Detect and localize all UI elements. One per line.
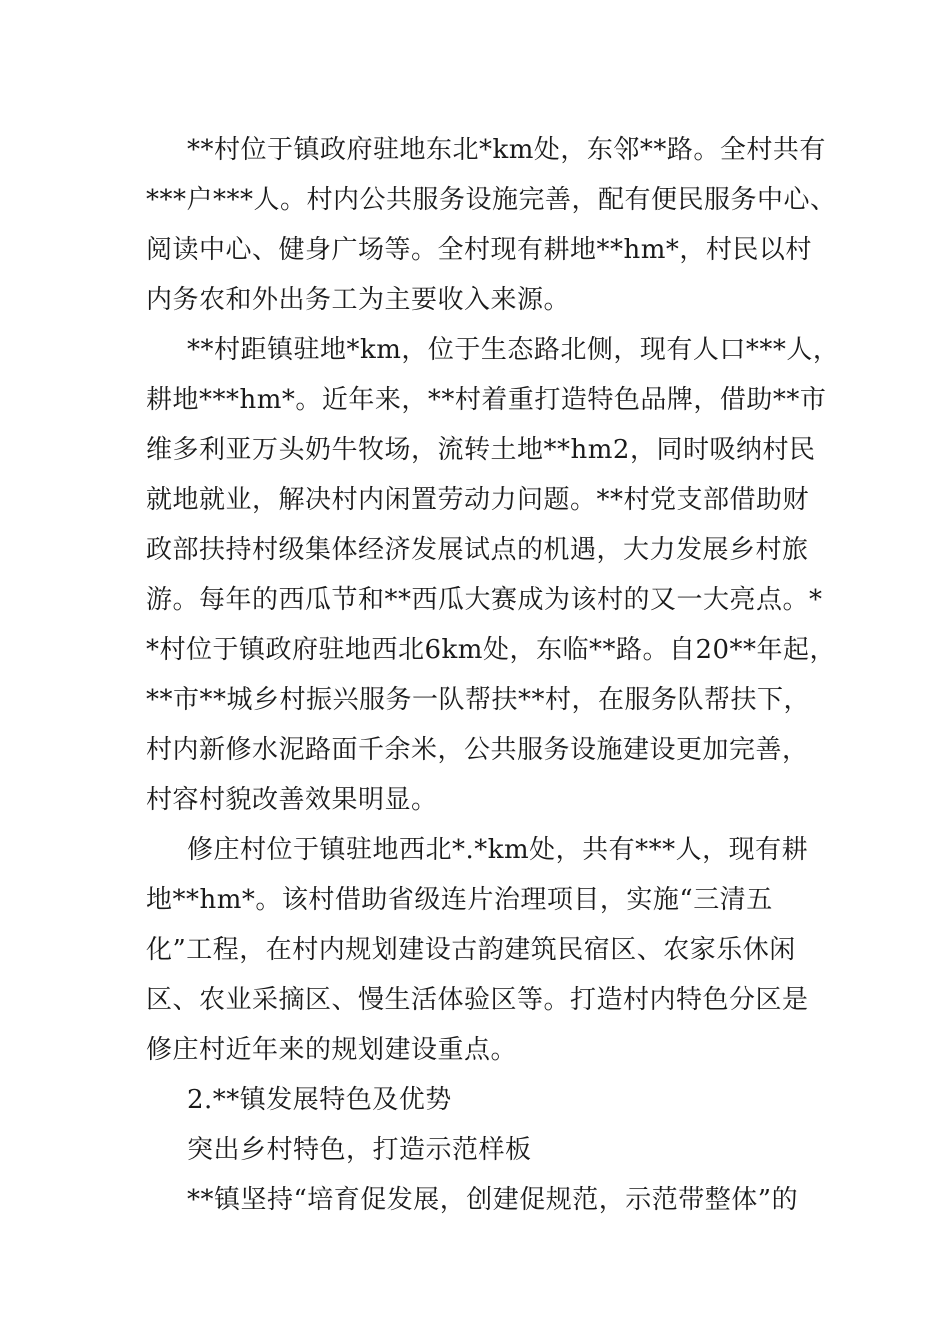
section-heading: 2.**镇发展特色及优势	[187, 1085, 452, 1115]
subsection-heading: 突出乡村特色，打造示范样板	[187, 1135, 532, 1165]
paragraph-2-line-4: 就地就业，解决村内闲置劳动力问题。**村党支部借助财	[146, 485, 810, 515]
paragraph-4-line-1: **镇坚持“培育促发展，创建促规范，示范带整体”的	[187, 1185, 799, 1215]
paragraph-2-line-7: *村位于镇政府驻地西北6km处，东临**路。自20**年起，	[146, 635, 837, 665]
paragraph-2-line-1: **村距镇驻地*km，位于生态路北侧，现有人口***人，	[187, 335, 840, 365]
paragraph-3-line-2: 地**hm*。该村借助省级连片治理项目，实施“三清五	[146, 885, 773, 915]
paragraph-1-line-4: 内务农和外出务工为主要收入来源。	[146, 285, 571, 315]
paragraph-3-line-4: 区、农业采摘区、慢生活体验区等。打造村内特色分区是	[146, 985, 809, 1015]
paragraph-1-line-2: ***户***人。村内公共服务设施完善，配有便民服务中心、	[146, 185, 837, 215]
paragraph-2-line-2: 耕地***hm*。近年来，**村着重打造特色品牌，借助**市	[146, 385, 827, 415]
paragraph-2-line-6: 游。每年的西瓜节和**西瓜大赛成为该村的又一大亮点。*	[146, 585, 823, 615]
paragraph-2-line-5: 政部扶持村级集体经济发展试点的机遇，大力发展乡村旅	[146, 535, 809, 565]
paragraph-3-line-3: 化”工程，在村内规划建设古韵建筑民宿区、农家乐休闲	[146, 935, 796, 965]
paragraph-3-line-5: 修庄村近年来的规划建设重点。	[146, 1035, 518, 1065]
paragraph-1-line-3: 阅读中心、健身广场等。全村现有耕地**hm*，村民以村	[146, 235, 812, 265]
paragraph-2-line-8: **市**城乡村振兴服务一队帮扶**村，在服务队帮扶下，	[146, 685, 811, 715]
paragraph-2-line-9: 村内新修水泥路面千余米，公共服务设施建设更加完善，	[146, 735, 809, 765]
paragraph-2-line-3: 维多利亚万头奶牛牧场，流转土地**hm2，同时吸纳村民	[146, 435, 816, 465]
paragraph-1-line-1: **村位于镇政府驻地东北*km处，东邻**路。全村共有	[187, 135, 826, 165]
paragraph-2-line-10: 村容村貌改善效果明显。	[146, 785, 438, 815]
paragraph-3-line-1: 修庄村位于镇驻地西北*.*km处，共有***人，现有耕	[187, 835, 809, 865]
